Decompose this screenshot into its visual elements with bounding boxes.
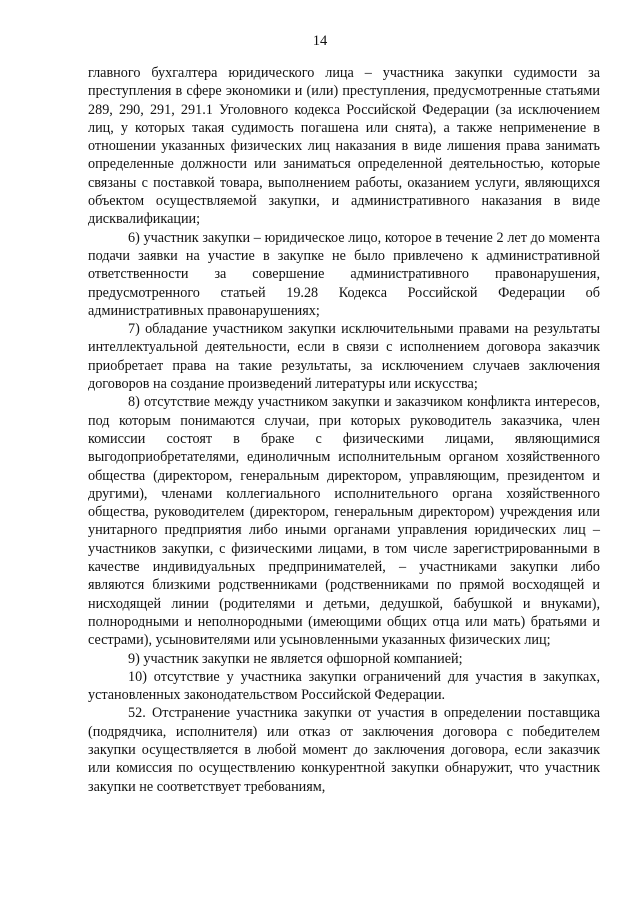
- paragraph-item-10: 10) отсутствие у участника закупки ограничений для участия в закупках, установленных законодательством Российской Федерации.: [88, 668, 600, 704]
- paragraph-item-9: 9) участник закупки не является офшорной компанией;: [128, 650, 463, 667]
- paragraph-item-6: 6) участник закупки – юридическое лицо, которое в течение 2 лет до момента подачи заявки на участие в закупке не было привлечено к административной ответственности за совершение административного правонарушения, предусмотренного статьей 19.28 Кодекса Российской Федерации об административных правонарушениях;: [88, 229, 600, 319]
- paragraph-item-7: 7) обладание участником закупки исключительными правами на результаты интеллектуальной деятельности, если в связи с исполнением договора заказчик приобретает права на такие результаты, за исключением случаев заключения договоров на создание произведений литературы или искусства;: [88, 321, 600, 393]
- paragraph-clause-52: 52. Отстранение участника закупки от участия в определении поставщика (подрядчика, исполнителя) или отказ от заключения договора с победителем закупки осуществляется в любой момент до заключения договора, если заказчик или комиссия по осуществлению конкурентной закупки обнаружит, что участник закупки не соответствует требованиям,: [88, 705, 600, 795]
- paragraph-item-8: 8) отсутствие между участником закупки и заказчиком конфликта интересов, под которым понимаются случаи, при которых руководитель заказчика, член комиссии состоят в браке с физическими лицами, являющимися выгодоприобретателями, единоличным исполнительным органом хозяйственного общества (директором, генеральным директором, управляющим, президентом и другими), членами коллегиального исполнительного органа хозяйственного общества, руководителем (директором, генеральным директором) учреждения или унитарного предприятия либо иными органами управления юридических лиц – участников закупки, с физическими лицами, в том числе зарегистрированными в качестве индивидуальных предпринимателей, – участниками закупки либо являются близкими родственниками (родственниками по прямой восходящей и нисходящей линии (родителями и детьми, дедушкой, бабушкой и внуками), полнородными и неполнородными (имеющими общих отца или мать) братьями и сестрами), усыновителями или усыновленными указанных физических лиц;: [88, 394, 600, 649]
- page-number: 14: [312, 33, 328, 49]
- paragraph-continuation: главного бухгалтера юридического лица – участника закупки судимости за преступления в сфере экономики и (или) преступления, предусмотренные статьями 289, 290, 291, 291.1 Уголовного кодекса Российской Федерации (за исключением лиц, у которых такая судимость погашена или снята), а также неприменение в отношении указанных физических лиц наказания в виде лишения права занимать определенные должности или заниматься определенной деятельностью, которые связаны с поставкой товара, выполнением работы, оказанием услуги, являющихся объектом осуществляемой закупки, и административного наказания в виде дисквалификации;: [88, 65, 600, 228]
- document-body: [88, 64, 600, 796]
